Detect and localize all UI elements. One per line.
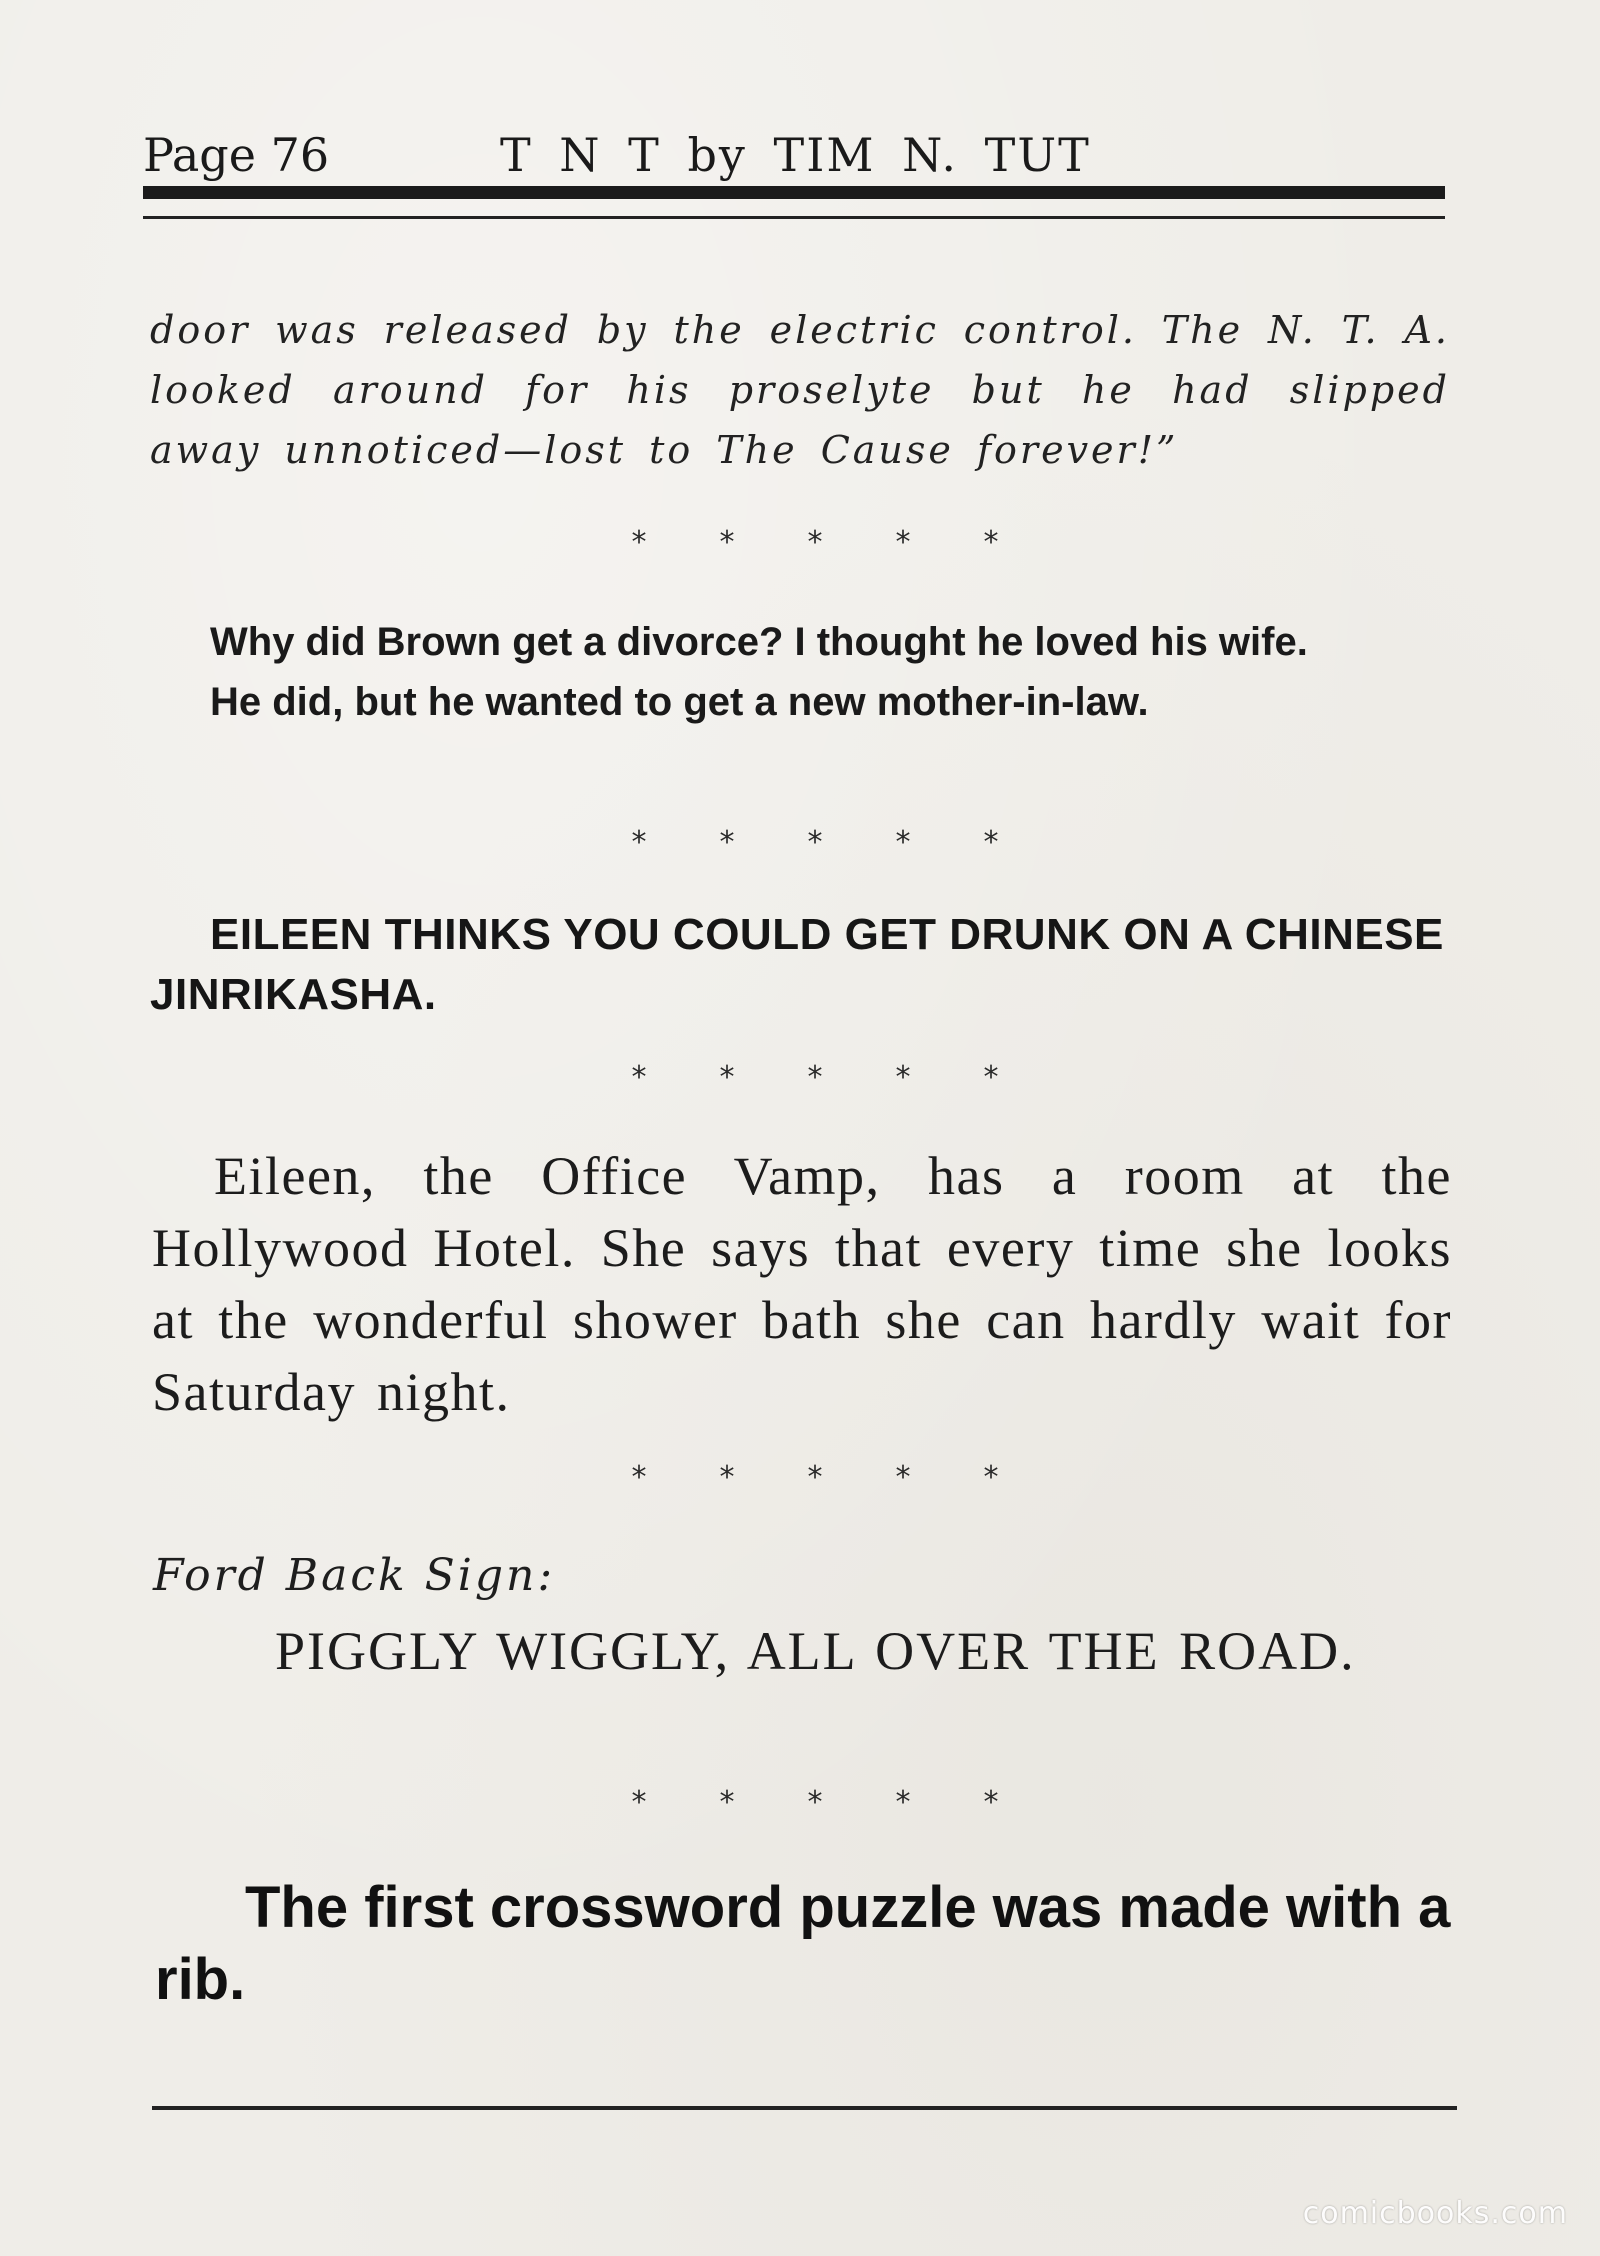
crossword-joke: The first crossword puzzle was made with a rib.	[155, 1875, 1451, 2012]
asterisk: *	[807, 525, 823, 560]
page-number: Page 76	[143, 128, 330, 182]
joke-answer: He did, but he wanted to get a new mother-in-law.	[210, 680, 1149, 724]
footer-rule	[152, 2106, 1457, 2110]
separator-asterisks	[595, 825, 1015, 860]
eileen-jinrikasha-joke: EILEEN THINKS YOU COULD GET DRUNK ON A CHINESE JINRIKASHA.	[150, 910, 1444, 1019]
page-header	[143, 128, 1443, 188]
separator-asterisks	[595, 1785, 1015, 1820]
asterisk: *	[807, 1785, 823, 1820]
asterisk: *	[983, 1460, 999, 1495]
asterisk: *	[807, 1460, 823, 1495]
joke-question: Why did Brown get a divorce? I thought he loved his wife.	[210, 620, 1308, 664]
asterisk: *	[719, 525, 735, 560]
asterisk: *	[895, 525, 911, 560]
asterisk: *	[631, 825, 647, 860]
asterisk: *	[631, 1460, 647, 1495]
asterisk: *	[895, 1460, 911, 1495]
divorce-joke	[150, 612, 1450, 732]
asterisk: *	[895, 1060, 911, 1095]
asterisk: *	[719, 1785, 735, 1820]
asterisk: *	[895, 1785, 911, 1820]
asterisk: *	[983, 1060, 999, 1095]
asterisk: *	[631, 525, 647, 560]
running-title: T N T by TIM N. TUT	[500, 128, 1091, 182]
asterisk: *	[631, 1060, 647, 1095]
sign-text: PIGGLY WIGGLY, ALL OVER THE ROAD.	[275, 1621, 1356, 1681]
asterisk: *	[983, 825, 999, 860]
asterisk: *	[719, 1060, 735, 1095]
watermark: comicbooks.com	[1302, 2196, 1568, 2231]
separator-asterisks	[595, 1460, 1015, 1495]
asterisk: *	[807, 1060, 823, 1095]
asterisk: *	[983, 1785, 999, 1820]
continued-story-paragraph: door was released by the electric control. The N. T. A. looked around for his proselyte but he had slipped away unnoticed—lost to The Cause forever!”	[150, 308, 1450, 472]
sign-label: Ford Back Sign:	[153, 1550, 556, 1601]
asterisk: *	[631, 1785, 647, 1820]
asterisk: *	[807, 825, 823, 860]
separator-asterisks	[595, 1060, 1015, 1095]
office-vamp-paragraph: Eileen, the Office Vamp, has a room at the Hollywood Hotel. She says that every time she looks at the wonderful shower bath she can hardly wait for Saturday night.	[152, 1146, 1452, 1422]
asterisk: *	[719, 825, 735, 860]
asterisk: *	[719, 1460, 735, 1495]
asterisk: *	[895, 825, 911, 860]
header-rule-thin	[143, 216, 1445, 219]
asterisk: *	[983, 525, 999, 560]
header-rule-thick	[143, 186, 1445, 199]
separator-asterisks	[595, 525, 1015, 560]
